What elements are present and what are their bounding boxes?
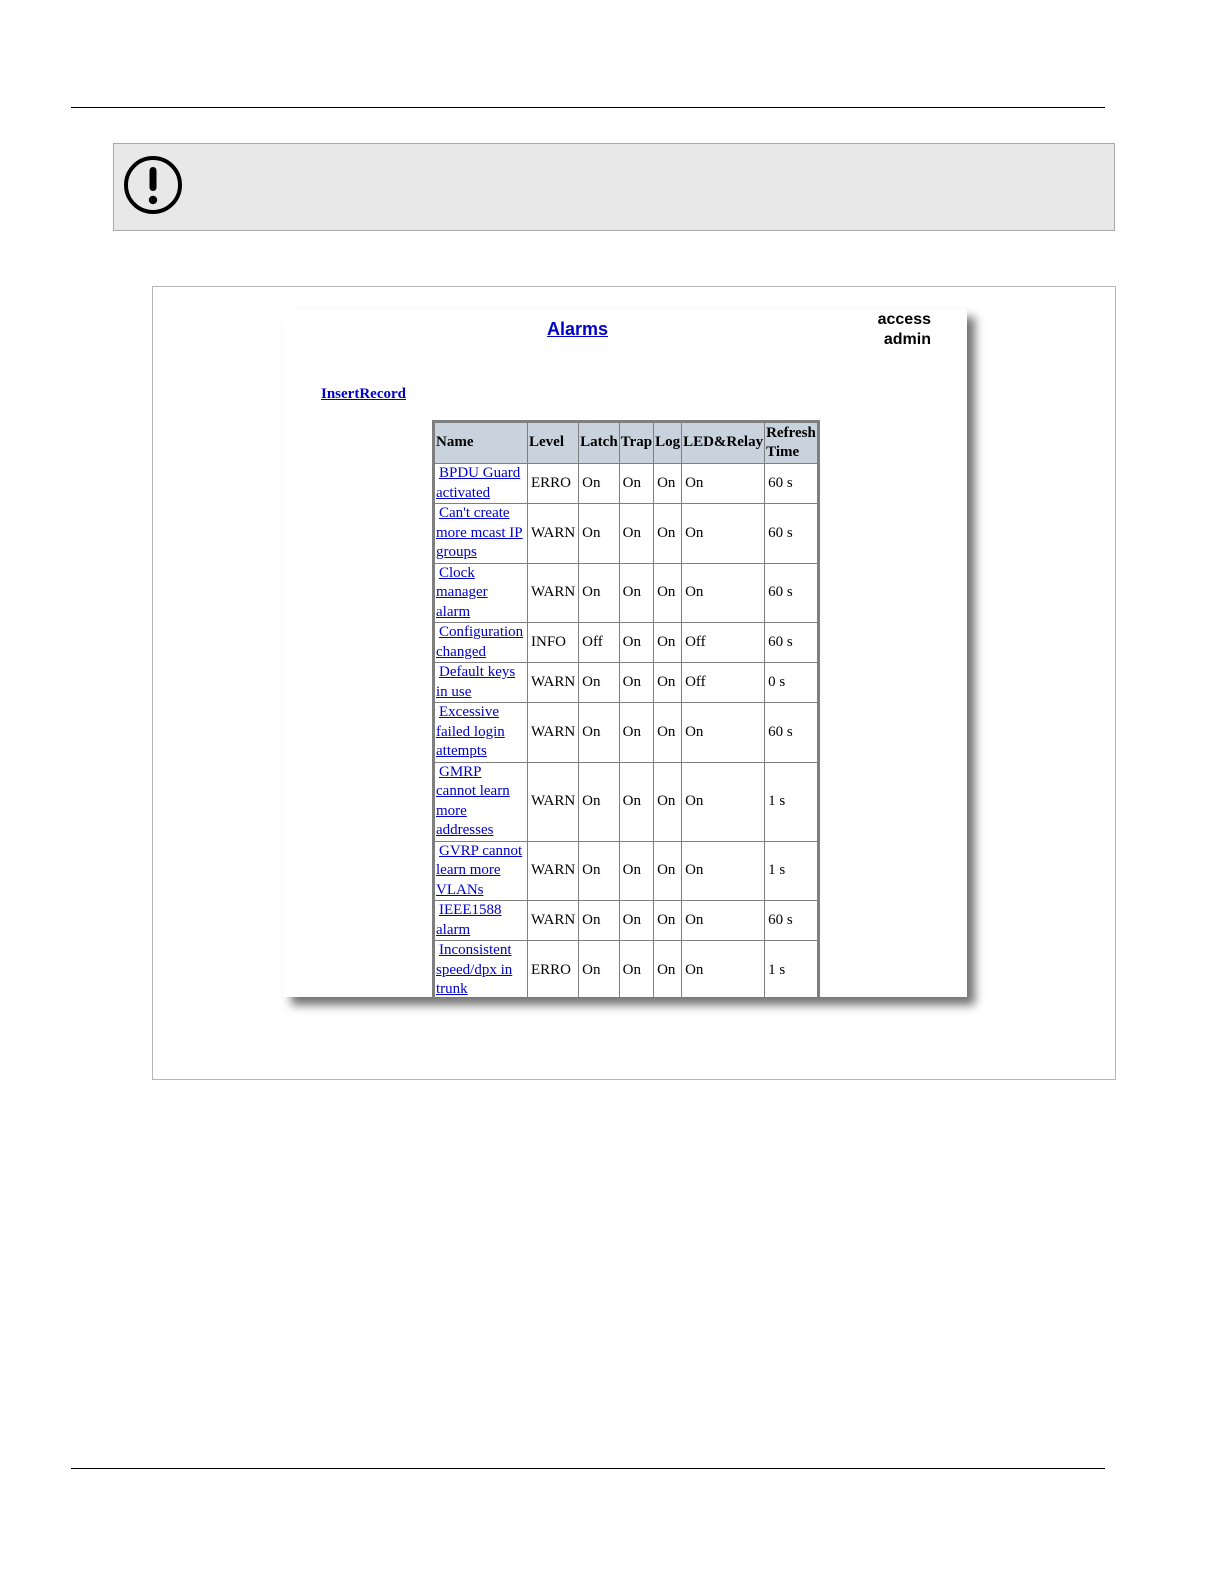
alarm-led-relay-cell: On <box>682 763 764 841</box>
alarm-latch-cell: Off <box>579 623 619 662</box>
alarms-screenshot <box>283 309 967 997</box>
alarm-log-cell: On <box>654 464 681 503</box>
alarm-trap-cell: On <box>620 842 653 901</box>
alarm-trap-cell: On <box>620 763 653 841</box>
alarm-led-relay-cell: Off <box>682 623 764 662</box>
alarm-name-link[interactable] <box>436 505 523 560</box>
alarm-name-line: alarm <box>436 921 471 938</box>
alarm-name-line: Inconsistent <box>439 942 512 958</box>
important-notice-box <box>113 143 1115 231</box>
alarm-name-cell <box>435 901 527 940</box>
alarm-latch-cell: On <box>579 842 619 901</box>
alarm-name-line: BPDU Guard <box>439 465 521 481</box>
alarm-name-line: cannot learn <box>436 783 510 799</box>
alarm-name-line: GMRP <box>439 763 482 780</box>
access-label: access <box>877 311 931 328</box>
table-row <box>435 703 817 762</box>
alarm-trap-cell: On <box>620 464 653 503</box>
alarm-led-relay-cell: On <box>682 941 764 997</box>
alarm-name-link[interactable] <box>436 465 520 501</box>
table-row <box>435 901 817 940</box>
header-latch: Latch <box>579 423 619 463</box>
table-row <box>435 504 817 563</box>
header-name: Name <box>435 423 527 463</box>
header-log: Log <box>654 423 681 463</box>
alarm-log-cell: On <box>654 663 681 702</box>
alarm-log-cell: On <box>654 763 681 841</box>
alarm-level-cell: ERRO <box>528 941 578 997</box>
alarm-log-cell: On <box>654 504 681 563</box>
alarm-name-line: more <box>436 802 467 819</box>
alarm-name-line: Can't create <box>439 505 510 521</box>
alarm-latch-cell: On <box>579 703 619 762</box>
alarm-refresh-cell: 1 s <box>765 842 817 901</box>
alarm-name-line: Excessive <box>439 704 499 720</box>
alarm-name-line: more mcast IP <box>436 524 523 541</box>
page-title[interactable]: Alarms <box>547 319 609 339</box>
alarm-name-cell <box>435 941 527 997</box>
alarm-led-relay-cell: On <box>682 464 764 503</box>
alarm-name-cell <box>435 504 527 563</box>
alarm-refresh-cell: 60 s <box>765 564 817 623</box>
alarm-led-relay-cell: Off <box>682 663 764 702</box>
alarm-name-link[interactable] <box>436 764 510 839</box>
alarm-latch-cell: On <box>579 464 619 503</box>
alarm-latch-cell: On <box>579 763 619 841</box>
alarm-name-line: trunk <box>436 981 468 997</box>
alarm-name-line: failed login <box>436 723 505 740</box>
alarm-trap-cell: On <box>620 663 653 702</box>
alarm-name-line: Configuration <box>439 624 524 640</box>
alarm-log-cell: On <box>654 564 681 623</box>
alarm-refresh-cell: 60 s <box>765 504 817 563</box>
alarm-trap-cell: On <box>620 504 653 563</box>
alarm-trap-cell: On <box>620 901 653 940</box>
alarm-log-cell: On <box>654 703 681 762</box>
exclamation-icon <box>123 155 183 215</box>
alarm-name-line: attempts <box>436 743 487 759</box>
table-row <box>435 663 817 702</box>
header-refresh-line2: Time <box>766 444 800 460</box>
alarm-name-line: changed <box>436 643 486 660</box>
alarm-refresh-cell: 60 s <box>765 623 817 662</box>
alarm-refresh-cell: 1 s <box>765 763 817 841</box>
access-level: admin <box>883 331 931 348</box>
alarm-name-line: IEEE1588 <box>439 902 502 918</box>
table-row <box>435 464 817 503</box>
alarm-name-cell <box>435 763 527 841</box>
alarm-level-cell: WARN <box>528 763 578 841</box>
alarm-name-line: VLANs <box>436 881 484 898</box>
alarm-level-cell: WARN <box>528 504 578 563</box>
alarm-led-relay-cell: On <box>682 504 764 563</box>
alarm-log-cell: On <box>654 901 681 940</box>
alarm-level-cell: INFO <box>528 623 578 662</box>
header-led-relay: LED&Relay <box>682 423 764 463</box>
alarm-led-relay-cell: On <box>682 842 764 901</box>
header-refresh-line1: Refresh <box>766 424 816 441</box>
header-rule <box>71 107 1105 108</box>
table-header-row <box>435 423 817 463</box>
alarm-log-cell: On <box>654 842 681 901</box>
header-refresh-time <box>765 423 817 463</box>
alarm-level-cell: ERRO <box>528 464 578 503</box>
alarm-trap-cell: On <box>620 703 653 762</box>
alarm-trap-cell: On <box>620 941 653 997</box>
alarm-level-cell: WARN <box>528 901 578 940</box>
alarm-trap-cell: On <box>620 623 653 662</box>
alarm-refresh-cell: 60 s <box>765 901 817 940</box>
alarm-name-line: learn more <box>436 862 501 878</box>
alarm-level-cell: WARN <box>528 703 578 762</box>
alarm-refresh-cell: 1 s <box>765 941 817 997</box>
alarm-name-cell <box>435 703 527 762</box>
alarm-name-line: manager <box>436 584 488 600</box>
insert-record-link[interactable]: InsertRecord <box>321 386 406 402</box>
header-trap: Trap <box>620 423 653 463</box>
alarm-name-cell <box>435 842 527 901</box>
alarm-name-cell <box>435 464 527 503</box>
alarm-name-line: speed/dpx in <box>436 961 513 978</box>
alarm-led-relay-cell: On <box>682 703 764 762</box>
alarm-latch-cell: On <box>579 504 619 563</box>
alarm-name-line: alarm <box>436 603 471 620</box>
alarm-name-cell <box>435 623 527 662</box>
alarm-refresh-cell: 60 s <box>765 703 817 762</box>
table-row <box>435 623 817 662</box>
alarm-name-link[interactable] <box>436 902 501 938</box>
alarm-name-line: groups <box>436 544 477 560</box>
table-row <box>435 842 817 901</box>
alarm-name-line: GVRP cannot <box>439 842 523 859</box>
header-level: Level <box>528 423 578 463</box>
alarm-latch-cell: On <box>579 564 619 623</box>
alarm-name-link[interactable] <box>436 704 505 759</box>
alarm-log-cell: On <box>654 623 681 662</box>
alarm-name-line: addresses <box>436 822 494 838</box>
alarm-name-line: Clock <box>439 564 475 581</box>
access-indicator <box>878 310 931 350</box>
alarm-name-cell <box>435 564 527 623</box>
alarm-latch-cell: On <box>579 663 619 702</box>
alarm-led-relay-cell: On <box>682 901 764 940</box>
alarm-name-link[interactable] <box>436 942 512 997</box>
alarm-led-relay-cell: On <box>682 564 764 623</box>
table-row <box>435 941 817 997</box>
alarm-name-line: in use <box>436 683 472 700</box>
alarm-refresh-cell: 60 s <box>765 464 817 503</box>
alarm-name-link[interactable] <box>436 843 522 898</box>
alarm-name-line: Default keys <box>439 664 516 680</box>
alarm-level-cell: WARN <box>528 842 578 901</box>
alarm-level-cell: WARN <box>528 564 578 623</box>
alarm-latch-cell: On <box>579 901 619 940</box>
alarm-trap-cell: On <box>620 564 653 623</box>
table-row <box>435 763 817 841</box>
alarm-name-cell <box>435 663 527 702</box>
alarm-latch-cell: On <box>579 941 619 997</box>
alarm-name-link[interactable] <box>436 664 515 700</box>
alarms-table <box>432 420 820 997</box>
alarm-name-link[interactable] <box>436 624 523 660</box>
alarm-log-cell: On <box>654 941 681 997</box>
footer-rule <box>71 1468 1105 1469</box>
alarm-level-cell: WARN <box>528 663 578 702</box>
alarm-name-link[interactable] <box>436 565 488 620</box>
alarm-name-line: activated <box>436 484 491 501</box>
alarm-refresh-cell: 0 s <box>765 663 817 702</box>
table-row <box>435 564 817 623</box>
